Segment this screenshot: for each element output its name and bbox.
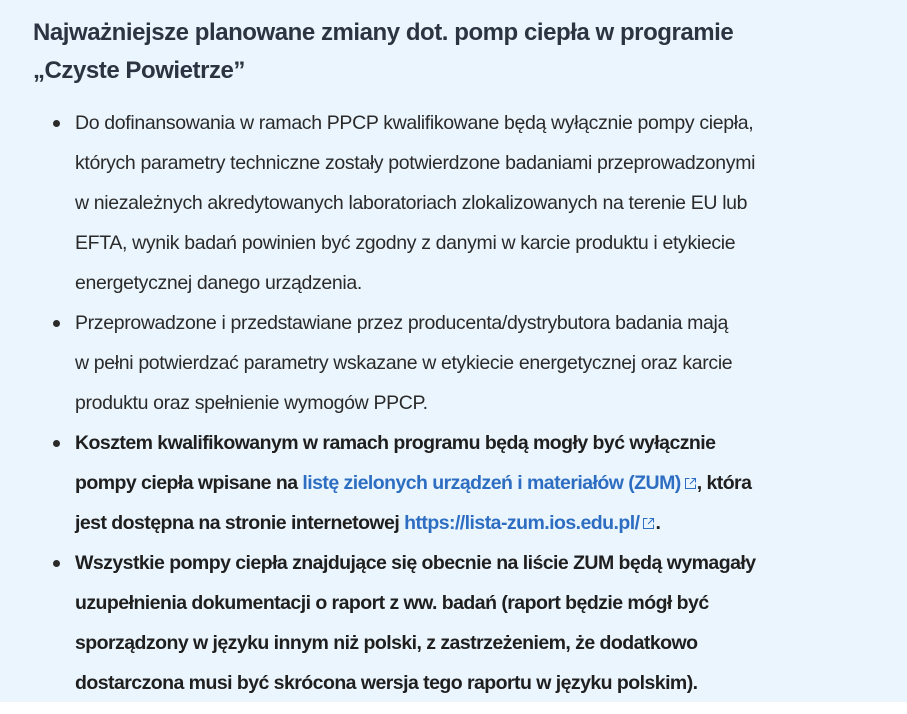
text-fragment: pompy ciepła wpisane na <box>75 472 303 494</box>
list-item <box>33 303 887 423</box>
external-link-icon <box>642 517 655 530</box>
link-text: listę zielonych urządzeń i materiałów (ZUM) <box>302 472 681 494</box>
text-fragment: jest dostępna na stronie internetowej <box>75 512 405 534</box>
section-title-line: „Czyste Powietrze” <box>33 57 245 84</box>
list-item-line: Przeprowadzone i przedstawiane przez producenta/dystrybutora badania mają <box>75 312 729 334</box>
zum-list-link[interactable] <box>302 472 696 494</box>
list-item-line <box>75 463 887 503</box>
list-item-line: EFTA, wynik badań powinien być zgodny z danymi w karcie produktu i etykiecie <box>75 232 736 254</box>
list-item-line: dostarczona musi być skrócona wersja tego raportu w języku polskim). <box>75 672 698 694</box>
text-fragment: , która <box>696 472 752 494</box>
bullet-icon <box>53 440 60 447</box>
list-item <box>33 103 887 303</box>
list-item-line: produktu oraz spełnienie wymogów PPCP. <box>75 392 428 414</box>
list-item-line: w pełni potwierdzać parametry wskazane w etykiecie energetycznej oraz karcie <box>75 352 733 374</box>
list-item <box>33 423 887 543</box>
list-item-line: w niezależnych akredytowanych laboratoriach zlokalizowanych na terenie EU lub <box>75 192 748 214</box>
section-title-line: Najważniejsze planowane zmiany dot. pomp ciepła w programie <box>33 19 734 46</box>
bullet-icon <box>53 320 60 327</box>
list-item <box>33 543 887 703</box>
bullet-icon <box>53 120 60 127</box>
section-title <box>33 14 873 90</box>
list-item-line: sporządzony w języku innym niż polski, z zastrzeżeniem, że dodatkowo <box>75 632 698 654</box>
list-item-line: Kosztem kwalifikowanym w ramach programu będą mogły być wyłącznie <box>75 432 716 454</box>
link-text: https://lista-zum.ios.edu.pl/ <box>404 512 640 534</box>
list-item-line: których parametry techniczne zostały potwierdzone badaniami przeprowadzonymi <box>75 152 756 174</box>
text-fragment: . <box>655 512 661 534</box>
list-item-line: Wszystkie pompy ciepła znajdujące się obecnie na liście ZUM będą wymagały <box>75 552 756 574</box>
list-item-line: uzupełnienia dokumentacji o raport z ww. badań (raport będzie mógł być <box>75 592 709 614</box>
bullet-icon <box>53 560 60 567</box>
list-item-line <box>75 503 887 543</box>
zum-website-link[interactable] <box>404 512 655 534</box>
list-item-line: energetycznej danego urządzenia. <box>75 272 362 294</box>
list-item-line: Do dofinansowania w ramach PPCP kwalifikowane będą wyłącznie pompy ciepła, <box>75 112 754 134</box>
external-link-icon <box>684 477 697 490</box>
changes-list <box>33 103 887 703</box>
